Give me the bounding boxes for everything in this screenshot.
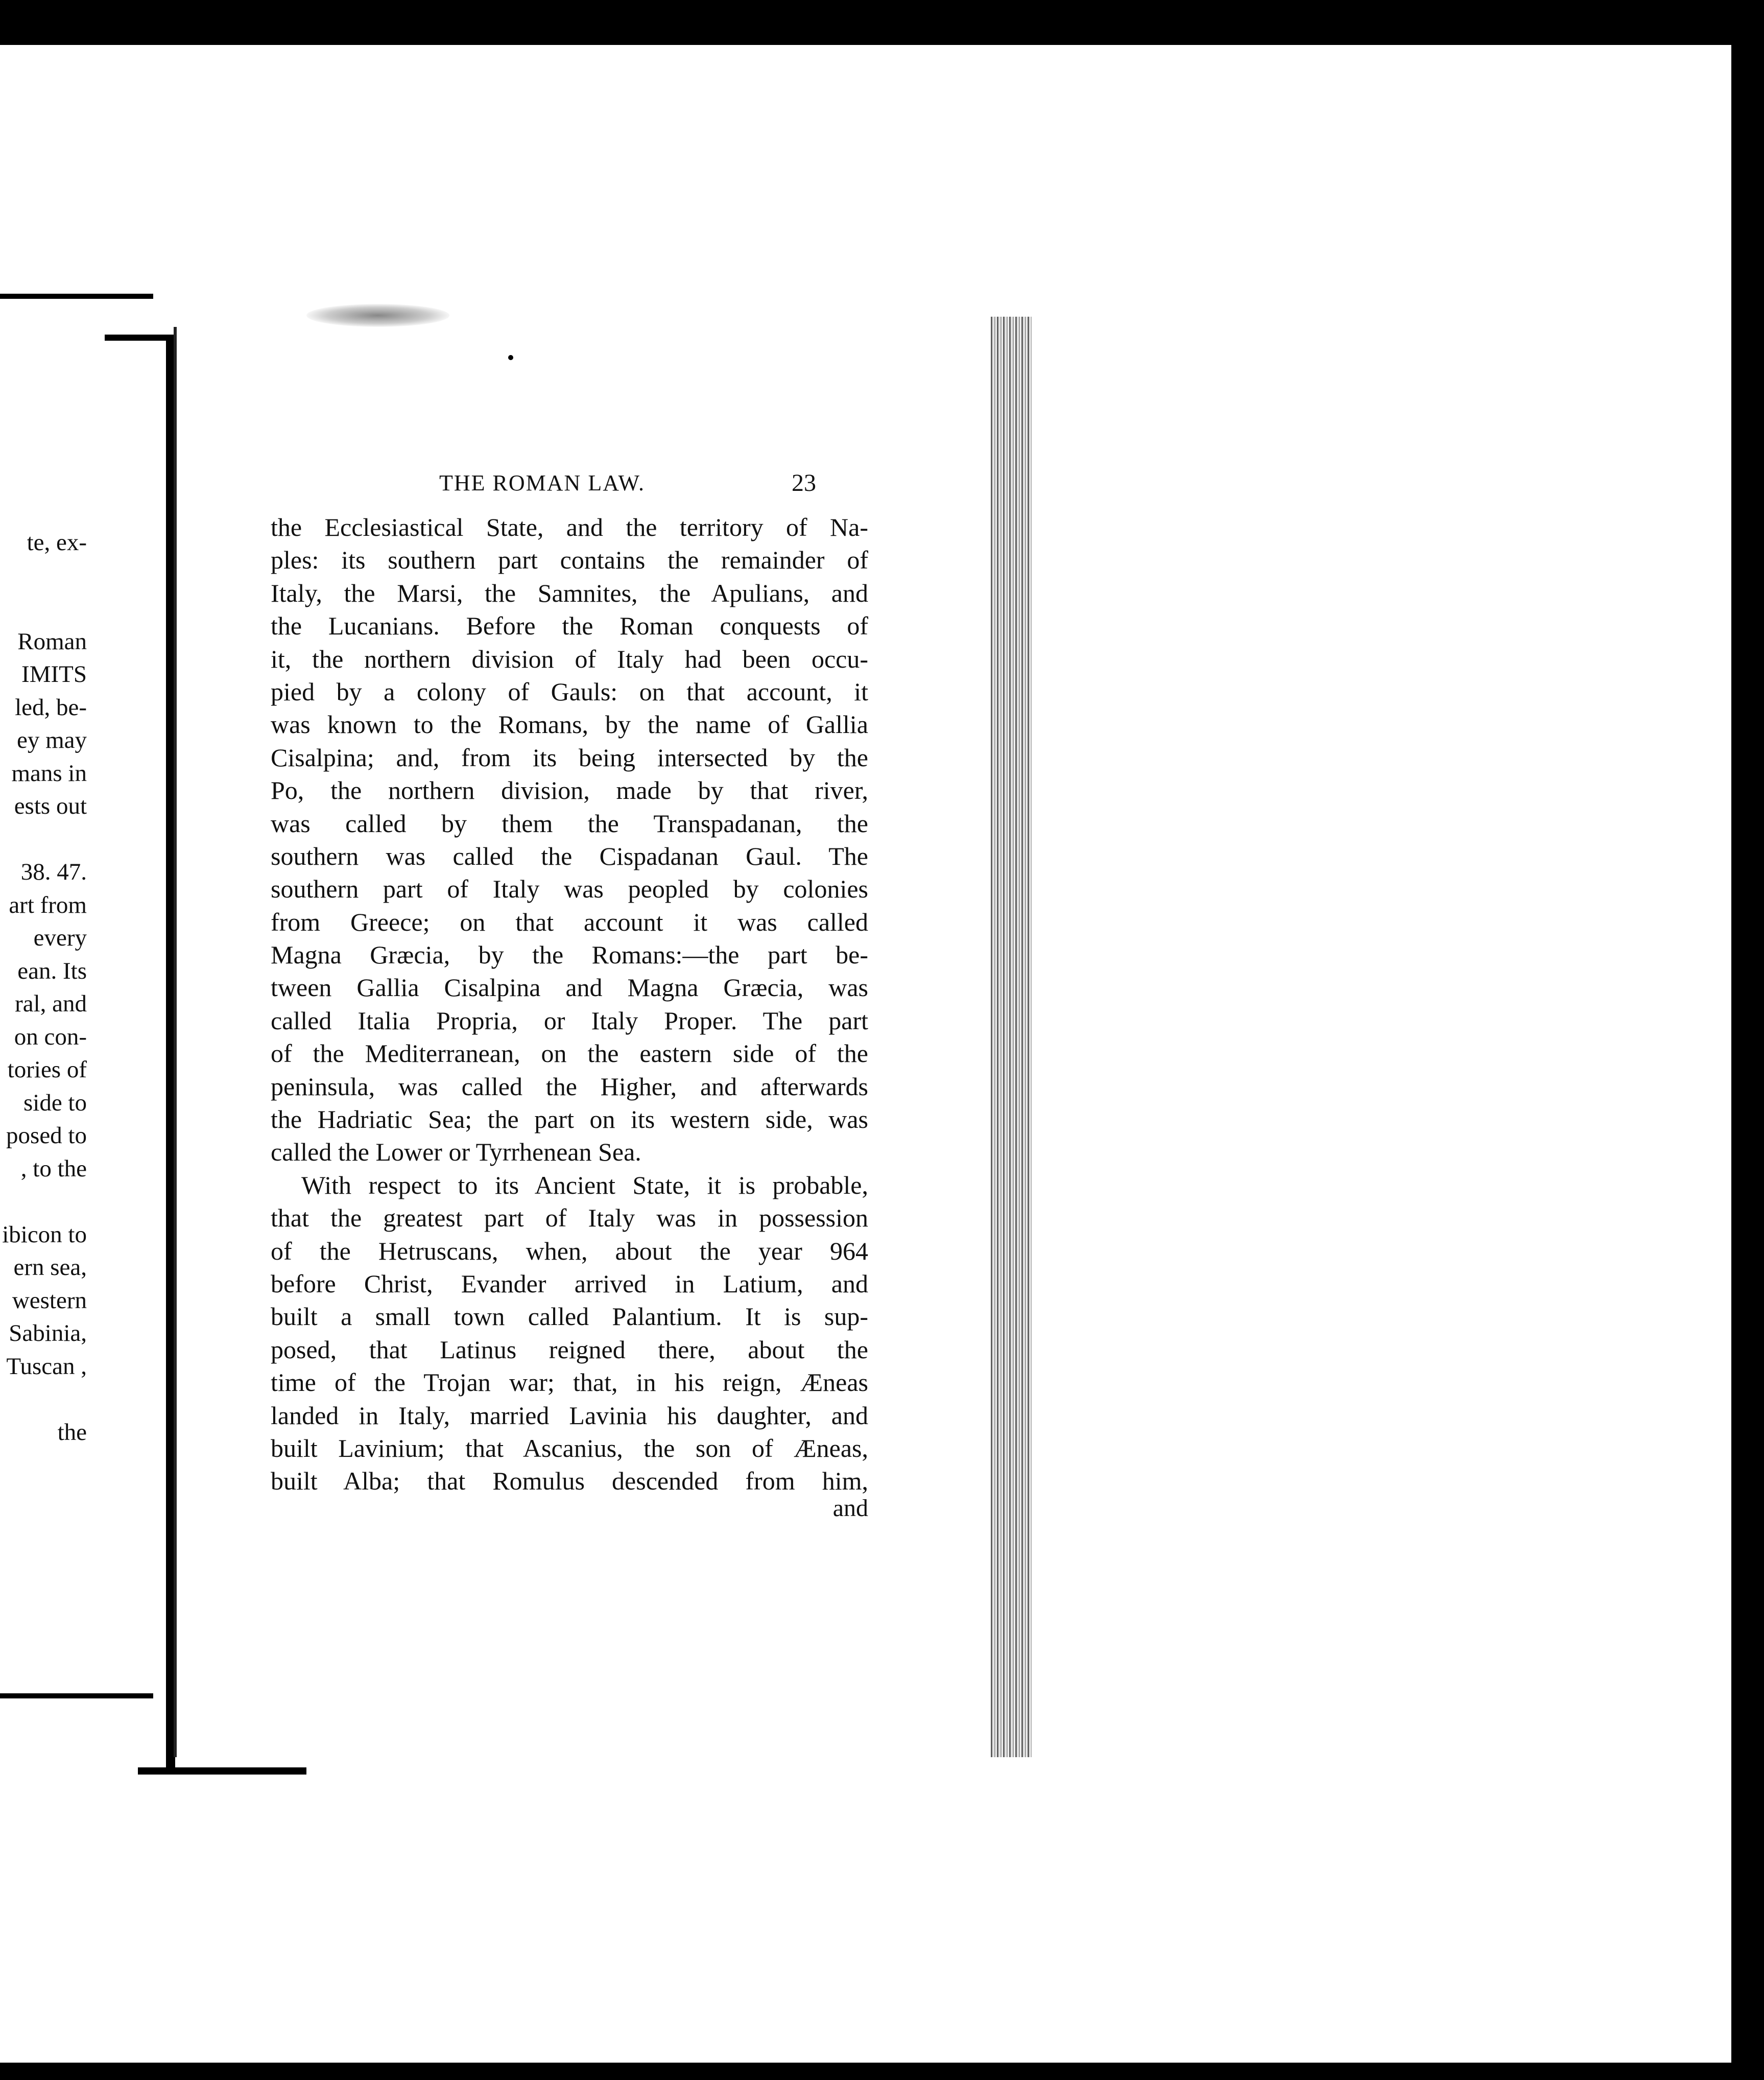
left-page [0,294,153,1698]
left-page-line: ean. Its [17,957,87,984]
text-line: the Hadriatic Sea; the part on its western side, was [271,1105,868,1134]
left-page-line: the [57,1419,87,1446]
text-line: posed, that Latinus reigned there, about the [271,1335,868,1364]
text-line: Po, the northern division, made by that river, [271,776,868,805]
paragraph-2 [271,1169,868,1498]
left-page-line: on con- [14,1023,87,1050]
left-page-line: ern sea, [13,1254,87,1281]
text-line: it, the northern division of Italy had been occu- [271,644,868,673]
text-line: that the greatest part of Italy was in possession [271,1203,868,1233]
left-page-line: te, ex- [27,529,87,556]
text-line: ples: its southern part contains the remainder of [271,546,868,575]
text-line: Cisalpina; and, from its being intersected by the [271,743,868,772]
left-page-line: IMITS [21,661,87,688]
scan-right-border [1731,45,1764,2063]
left-page-line: Tuscan , [6,1353,87,1380]
left-page-line: every [33,925,87,951]
page-smudge [306,304,449,327]
text-line: built Alba; that Romulus descended from him, [271,1467,868,1496]
left-page-line: ibicon to [2,1221,87,1248]
text-line: Italy, the Marsi, the Samnites, the Apulians, and [271,578,868,607]
page-edges [991,317,1032,1757]
text-line: of the Mediterranean, on the eastern side of the [271,1039,868,1068]
left-page-line: posed to [6,1122,87,1149]
text-line: built Lavinium; that Ascanius, the son of Æneas, [271,1433,868,1462]
spine-bottom-edge [138,1767,306,1775]
left-page-line: Sabinia, [9,1320,87,1346]
text-line: called Italia Propria, or Italy Proper. The part [271,1006,868,1035]
text-line: pied by a colony of Gauls: on that account, it [271,677,868,706]
ink-dot [508,355,513,360]
text-line: called the Lower or Tyrrhenean Sea. [271,1138,641,1167]
left-page-line: mans in [11,760,87,787]
text-line: With respect to its Ancient State, it is probable, [301,1170,868,1199]
left-page-line: 38. 47. [20,859,87,885]
left-page-line: Roman [17,628,87,655]
text-line: peninsula, was called the Higher, and afterwards [271,1072,868,1101]
text-line: tween Gallia Cisalpina and Magna Græcia, was [271,973,868,1002]
left-page-line: ral, and [15,990,87,1017]
text-line: before Christ, Evander arrived in Latium, and [271,1269,868,1298]
text-line: landed in Italy, married Lavinia his daughter, and [271,1401,868,1430]
catchword: and [832,1495,868,1522]
left-page-line: tories of [7,1056,87,1083]
text-line: the Lucanians. Before the Roman conquests of [271,611,868,641]
text-line: was called by them the Transpadanan, the [271,809,868,838]
left-page-line: art from [9,891,87,918]
running-head: THE ROMAN LAW. [439,470,645,495]
left-page-line: side to [23,1089,87,1116]
text-line: southern was called the Cispadanan Gaul. The [271,841,868,870]
left-page-line: western [12,1287,87,1314]
text-line: of the Hetruscans, when, about the year 964 [271,1236,868,1265]
left-page-line: , to the [20,1155,87,1182]
body-text [271,511,868,1498]
left-page-line: ests out [14,793,87,819]
text-line: southern part of Italy was peopled by colonies [271,874,868,904]
text-line: was known to the Romans, by the name of Gallia [271,710,868,739]
paragraph-1 [271,511,868,1169]
text-line: from Greece; on that account it was called [271,907,868,936]
left-page-line: led, be- [15,694,87,721]
text-line: time of the Trojan war; that, in his reign, Æneas [271,1368,868,1397]
left-page-line: ey may [16,727,87,753]
text-line: Magna Græcia, by the Romans:—the part be- [271,940,868,970]
page-number: 23 [792,469,816,497]
text-line: built a small town called Palantium. It is sup- [271,1302,868,1331]
text-line: the Ecclesiastical State, and the territory of Na- [271,513,868,541]
